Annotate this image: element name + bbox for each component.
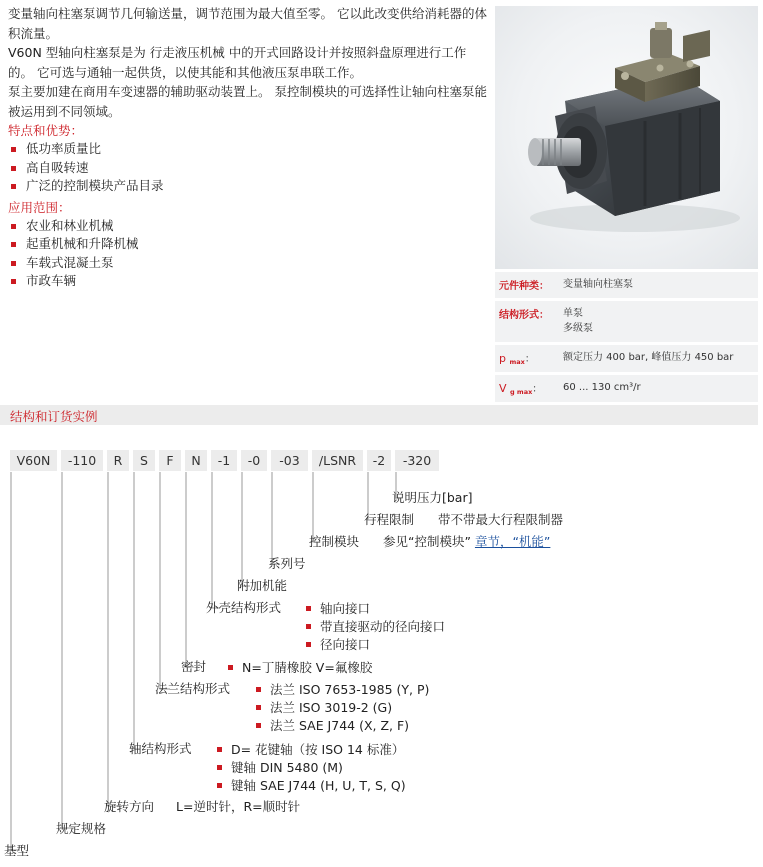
connector-line [242,472,250,586]
seal-value: N=丁腈橡胶 V=氟橡胶 [228,659,372,676]
connector-line [272,472,280,564]
list-item: 车载式混凝土泵 [8,254,488,273]
spec-label: 结构形式： [499,310,549,321]
code-box-flange: F [159,450,181,471]
code-box-additional: -0 [241,450,267,471]
label-setting-pressure: 说明压力[bar] [392,490,473,505]
list-item: 广泛的控制模块产品目录 [8,177,488,196]
spec-value: 60 ... 130 cm³/r [563,382,641,393]
bullet-icon [256,705,261,710]
control-module-value: 参见“控制模块” 章节，“机能” [383,534,551,549]
bullet-icon [217,783,222,788]
label-additional: 附加机能 [237,578,288,593]
connector-line [186,472,194,667]
label-housing: 外壳结构形式 [206,600,282,615]
code-box-control: /LSNR [312,450,363,471]
label-size: 规定规格 [56,821,107,836]
label-base: 基型 [4,843,30,858]
label-flange: 法兰结构形式 [155,681,231,696]
code-box-housing: -1 [211,450,237,471]
bullet-icon [217,765,222,770]
bullet-icon [306,606,311,611]
control-module-link[interactable]: 章节，“机能” [474,534,551,549]
housing-option: 径向接口 [306,636,370,653]
code-box-size: -110 [61,450,103,471]
section-title: 结构和订货实例 [10,409,98,424]
code-box-seal: N [185,450,207,471]
shaft-option: 键轴 SAE J744 (H, U, T, S, Q) [217,777,406,794]
list-item: 农业和林业机械 [8,217,488,236]
list-item: 低功率质量比 [8,140,488,159]
connector-line [313,472,320,542]
label-stroke-limit: 行程限制 [364,512,415,527]
spec-label: V $_{g max}$： [499,382,543,396]
intro-para-1: 变量轴向柱塞泵调节几何输送量，调节范围为最大值至零。 它以此改变供给消耗器的体积流量。 [8,6,487,41]
flange-option: 法兰 ISO 7653-1985 (Y, P) [256,681,429,698]
spec-label: p $_{max}$： [499,352,535,366]
label-shaft: 轴结构形式 [129,741,192,756]
flange-option: 法兰 SAE J744 (X, Z, F) [256,717,409,734]
shaft-option: D= 花键轴（按 ISO 14 标准） [217,741,404,758]
spec-value: 变量轴向柱塞泵 [563,279,633,290]
features-heading: 特点和优势： [8,123,84,138]
code-box-base: V60N [10,450,57,471]
label-rotation: 旋转方向 [104,799,155,814]
bullet-icon [217,747,222,752]
shaft-option: 键轴 DIN 5480 (M) [217,759,343,776]
code-box-series: -03 [271,450,308,471]
bullet-icon [306,642,311,647]
bullet-icon [228,665,233,670]
intro-para-2: V60N 型轴向柱塞泵是为 行走液压机械 中的开式回路设计并按照斜盘原理进行工作的。 它可选与通轴一起供货，以使其能和其他液压泵串联工作。 [8,45,467,80]
applications-heading: 应用范围： [8,199,71,215]
connector-line [212,472,220,608]
label-series: 系列号 [268,556,306,571]
code-box-stroke: -2 [367,450,391,471]
list-item: 高自吸转速 [8,159,488,178]
bullet-icon [306,624,311,629]
flange-option: 法兰 ISO 3019-2 (G) [256,699,392,716]
rotation-value: L=逆时针，R=顺时针 [176,799,301,814]
list-item: 起重机械和升降机械 [8,235,488,254]
stroke-limit-value: 带不带最大行程限制器 [438,512,564,527]
connector-line [108,472,118,806]
spec-label: 元件种类： [499,281,549,292]
label-seal: 密封 [181,659,207,674]
intro-para-3: 泵主要加建在商用车变速器的辅助驱动装置上。 泵控制模块的可选择性让轴向柱塞泵能被运用到不同领域。 [8,84,487,119]
label-control-module: 控制模块 [309,534,360,549]
housing-option: 轴向接口 [306,600,370,617]
list-item: 市政车辆 [8,272,488,291]
connector-line [134,472,140,749]
spec-value: 单泵 多级泵 [563,308,593,334]
connector-line [160,472,170,689]
housing-option: 带直接驱动的径向接口 [306,618,445,635]
bullet-icon [256,723,261,728]
bullet-icon [256,687,261,692]
code-box-shaft: S [133,450,155,471]
connector-line [11,472,20,850]
spec-value: 额定压力 400 bar, 峰值压力 450 bar [563,352,734,363]
code-box-pressure: -320 [395,450,439,471]
connector-line [62,472,74,828]
code-box-rotation: R [107,450,129,471]
